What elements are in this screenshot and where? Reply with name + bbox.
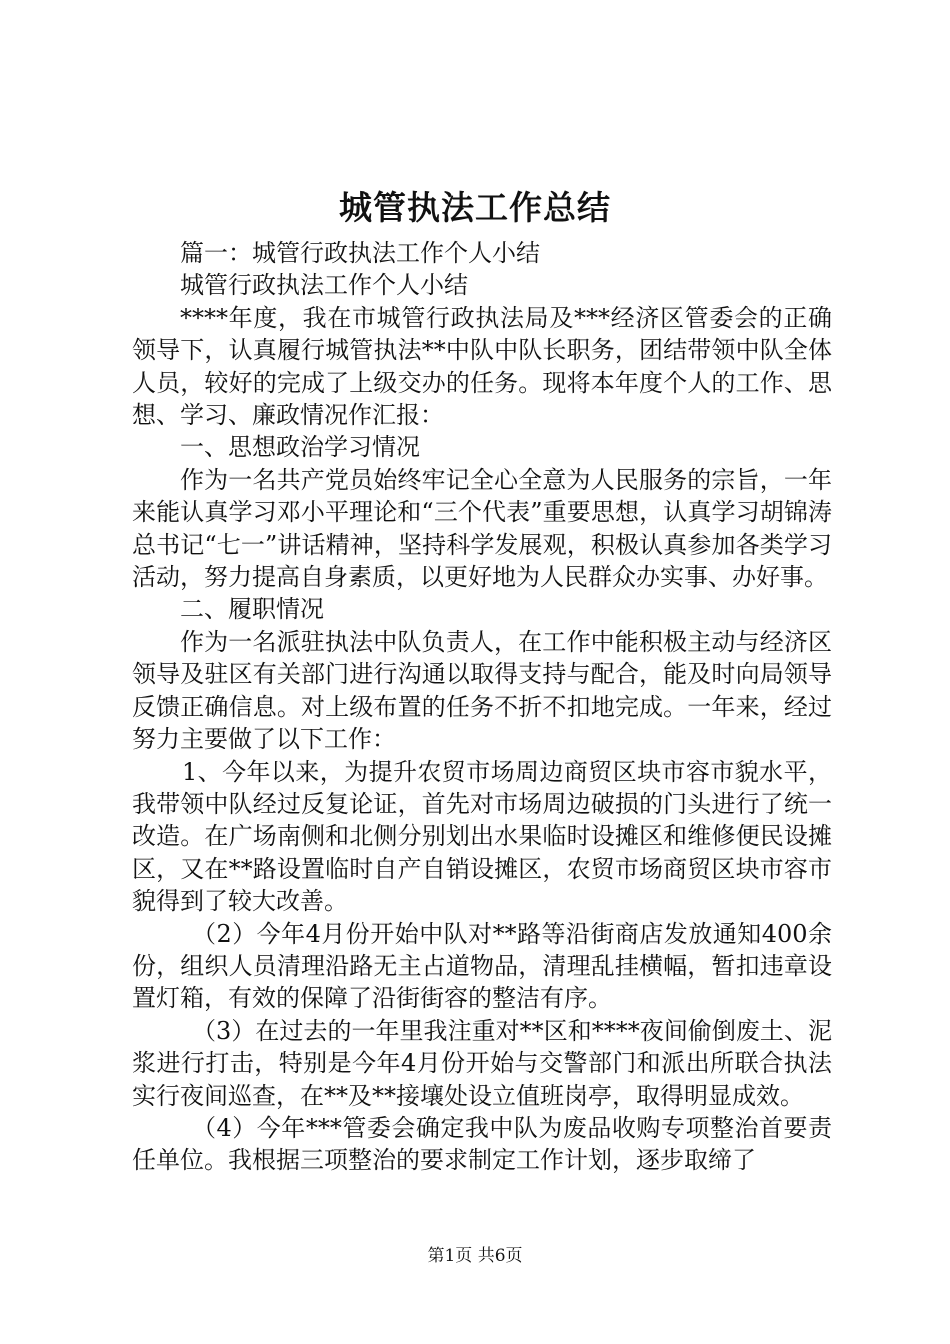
paragraph: 作为一名派驻执法中队负责人，在工作中能积极主动与经济区领导及驻区有关部门进行沟通以取得支持与配合，能及时向局领导反馈正确信息。对上级布置的任务不折不扣地完成。一年来，经过努力主要做了以下工作：	[132, 627, 832, 754]
section-heading: 一、思想政治学习情况	[180, 433, 420, 462]
section-heading: 二、履职情况	[180, 595, 324, 624]
paragraph: （2）今年4月份开始中队对**路等沿街商店发放通知400余份，组织人员清理沿路无主占道物品，清理乱挂横幅，暂扣违章设置灯箱，有效的保障了沿街街容的整洁有序。	[132, 919, 832, 1013]
paragraph: （4）今年***管委会确定我中队为废品收购专项整治首要责任单位。我根据三项整治的要求制定工作计划，逐步取缔了	[132, 1113, 832, 1175]
paragraph: （3）在过去的一年里我注重对**区和****夜间偷倒废土、泥浆进行打击，特别是今年4月份开始与交警部门和派出所联合执法实行夜间巡查，在**及**接壤处设立值班岗亭，取得明显成效。	[132, 1016, 832, 1110]
section-heading: 篇一：城管行政执法工作个人小结	[180, 239, 540, 267]
paragraph: 1、今年以来，为提升农贸市场周边商贸区块市容市貌水平，我带领中队经过反复论证，首先对市场周边破损的门头进行了统一改造。在广场南侧和北侧分别划出水果临时设摊区和维修便民设摊区，又在**路设置临时自产自销设摊区，农贸市场商贸区块市容市貌得到了较大改善。	[132, 757, 832, 916]
paragraph: ****年度，我在市城管行政执法局及***经济区管委会的正确领导下，认真履行城管执法**中队中队长职务，团结带领中队全体人员，较好的完成了上级交办的任务。现将本年度个人的工作、思想、学习、廉政情况作汇报：	[132, 303, 832, 430]
paragraph: 作为一名共产党员始终牢记全心全意为人民服务的宗旨，一年来能认真学习邓小平理论和“三个代表”重要思想，认真学习胡锦涛总书记“七一”讲话精神，坚持科学发展观，积极认真参加各类学习活动，努力提高自身素质，以更好地为人民群众办实事、办好事。	[132, 465, 832, 592]
document-body	[132, 237, 832, 1177]
page-footer: 第1页 共6页	[427, 1246, 523, 1266]
document-title: 城管执法工作总结	[339, 188, 611, 227]
subtitle: 城管行政执法工作个人小结	[180, 271, 468, 300]
